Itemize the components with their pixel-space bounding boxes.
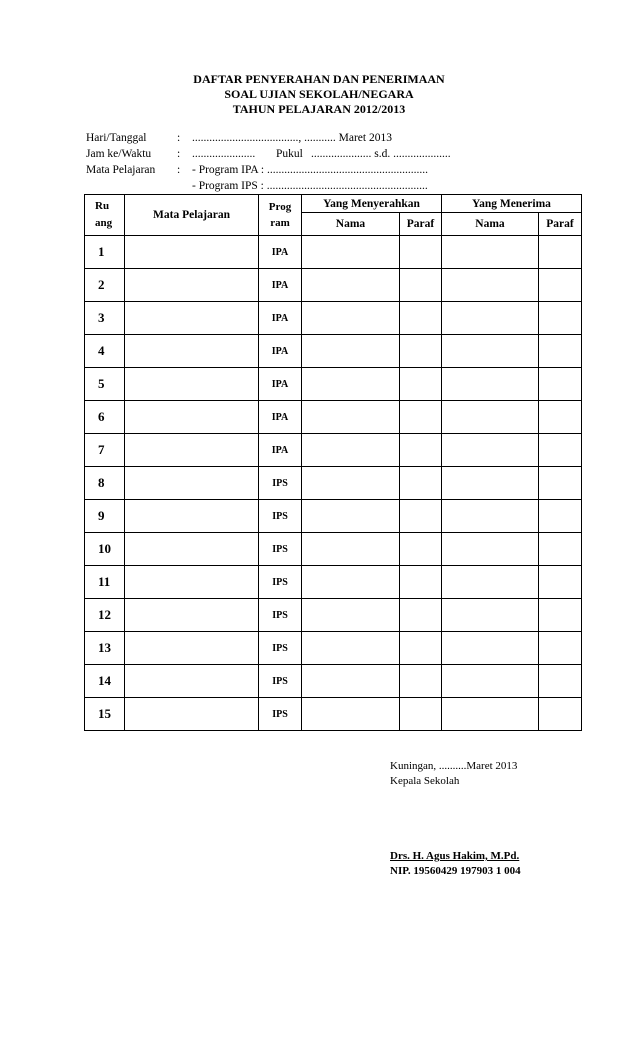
signature-nip: NIP. 19560429 197903 1 004 <box>390 865 521 877</box>
table-row <box>85 533 582 566</box>
nama-menerima-cell <box>442 236 539 269</box>
paraf-menerima-cell <box>539 434 582 467</box>
paraf-menerima-cell <box>539 533 582 566</box>
nama-menyerahkan-cell <box>302 269 400 302</box>
mata-pelajaran-cell <box>125 665 259 698</box>
paraf-menyerahkan-cell <box>400 698 442 731</box>
table-row <box>85 335 582 368</box>
nama-menerima-cell <box>442 599 539 632</box>
mata-pelajaran-cell <box>125 335 259 368</box>
subject-label: Mata Pelajaran <box>86 164 156 176</box>
ruang-number: 14 <box>85 665 125 698</box>
paraf-menerima-cell <box>539 665 582 698</box>
paraf-menerima-cell <box>539 236 582 269</box>
table-body <box>85 236 582 731</box>
mata-pelajaran-cell <box>125 566 259 599</box>
time-colon: : <box>177 148 181 160</box>
paraf-menerima-cell <box>539 500 582 533</box>
ruang-number: 8 <box>85 467 125 500</box>
program-ips-line: - Program IPS : ........................................................ <box>192 180 428 192</box>
paraf-menyerahkan-cell <box>400 665 442 698</box>
date-colon: : <box>177 132 181 144</box>
table-row <box>85 467 582 500</box>
paraf-menerima-cell <box>539 698 582 731</box>
paraf-menyerahkan-cell <box>400 500 442 533</box>
mata-pelajaran-cell <box>125 401 259 434</box>
nama-menyerahkan-cell <box>302 533 400 566</box>
table-row <box>85 698 582 731</box>
header-nama-menerima: Nama <box>442 213 539 236</box>
handover-table <box>84 194 582 731</box>
program-cell: IPS <box>259 500 302 533</box>
paraf-menerima-cell <box>539 467 582 500</box>
mata-pelajaran-cell <box>125 236 259 269</box>
nama-menerima-cell <box>442 698 539 731</box>
header-paraf-menyerahkan: Paraf <box>400 213 442 236</box>
paraf-menerima-cell <box>539 599 582 632</box>
paraf-menyerahkan-cell <box>400 335 442 368</box>
header-program-text: Prog ram <box>268 201 292 229</box>
program-cell: IPA <box>259 302 302 335</box>
nama-menyerahkan-cell <box>302 500 400 533</box>
nama-menyerahkan-cell <box>302 566 400 599</box>
ruang-number: 9 <box>85 500 125 533</box>
nama-menerima-cell <box>442 434 539 467</box>
ruang-number: 11 <box>85 566 125 599</box>
paraf-menyerahkan-cell <box>400 368 442 401</box>
paraf-menerima-cell <box>539 632 582 665</box>
header-ruang <box>85 195 125 236</box>
paraf-menerima-cell <box>539 368 582 401</box>
nama-menerima-cell <box>442 533 539 566</box>
program-cell: IPA <box>259 335 302 368</box>
program-cell: IPS <box>259 632 302 665</box>
nama-menerima-cell <box>442 335 539 368</box>
paraf-menyerahkan-cell <box>400 302 442 335</box>
mata-pelajaran-cell <box>125 269 259 302</box>
nama-menyerahkan-cell <box>302 698 400 731</box>
paraf-menerima-cell <box>539 566 582 599</box>
subject-colon: : <box>177 164 181 176</box>
program-cell: IPA <box>259 236 302 269</box>
nama-menerima-cell <box>442 269 539 302</box>
title-line-2: SOAL UJIAN SEKOLAH/NEGARA <box>224 87 414 101</box>
signature-position: Kepala Sekolah <box>390 775 460 787</box>
nama-menyerahkan-cell <box>302 665 400 698</box>
ruang-number: 15 <box>85 698 125 731</box>
nama-menerima-cell <box>442 302 539 335</box>
mata-pelajaran-cell <box>125 368 259 401</box>
nama-menerima-cell <box>442 566 539 599</box>
program-cell: IPA <box>259 368 302 401</box>
table-row <box>85 269 582 302</box>
paraf-menyerahkan-cell <box>400 632 442 665</box>
time-value: ...................... <box>192 148 256 160</box>
program-cell: IPA <box>259 401 302 434</box>
program-cell: IPS <box>259 698 302 731</box>
signature-header <box>390 759 517 789</box>
table-row <box>85 368 582 401</box>
pukul-label: Pukul <box>276 148 303 160</box>
table-row <box>85 632 582 665</box>
ruang-number: 7 <box>85 434 125 467</box>
header-program <box>259 195 302 236</box>
header-paraf-menerima: Paraf <box>539 213 582 236</box>
nama-menyerahkan-cell <box>302 302 400 335</box>
ruang-number: 10 <box>85 533 125 566</box>
paraf-menyerahkan-cell <box>400 467 442 500</box>
mata-pelajaran-cell <box>125 302 259 335</box>
paraf-menyerahkan-cell <box>400 566 442 599</box>
header-yang-menyerahkan: Yang Menyerahkan <box>302 195 442 213</box>
program-cell: IPS <box>259 467 302 500</box>
table-row <box>85 566 582 599</box>
nama-menerima-cell <box>442 368 539 401</box>
ruang-number: 2 <box>85 269 125 302</box>
table-row <box>85 500 582 533</box>
paraf-menyerahkan-cell <box>400 401 442 434</box>
ruang-number: 3 <box>85 302 125 335</box>
mata-pelajaran-cell <box>125 467 259 500</box>
ruang-number: 4 <box>85 335 125 368</box>
table-row <box>85 599 582 632</box>
table-row <box>85 665 582 698</box>
mata-pelajaran-cell <box>125 698 259 731</box>
paraf-menyerahkan-cell <box>400 533 442 566</box>
signature-footer <box>390 849 521 879</box>
time-label: Jam ke/Waktu <box>86 148 152 160</box>
nama-menyerahkan-cell <box>302 434 400 467</box>
nama-menyerahkan-cell <box>302 467 400 500</box>
table-row <box>85 302 582 335</box>
signature-place-date: Kuningan, ..........Maret 2013 <box>390 760 518 772</box>
table-row <box>85 236 582 269</box>
header-yang-menerima: Yang Menerima <box>442 195 582 213</box>
nama-menerima-cell <box>442 467 539 500</box>
mata-pelajaran-cell <box>125 434 259 467</box>
mata-pelajaran-cell <box>125 533 259 566</box>
nama-menyerahkan-cell <box>302 335 400 368</box>
ruang-number: 13 <box>85 632 125 665</box>
nama-menerima-cell <box>442 401 539 434</box>
header-mata-pelajaran: Mata Pelajaran <box>125 195 259 236</box>
program-cell: IPS <box>259 599 302 632</box>
pukul-value: ..................... s.d. .................... <box>311 148 451 160</box>
nama-menyerahkan-cell <box>302 599 400 632</box>
ruang-number: 1 <box>85 236 125 269</box>
nama-menerima-cell <box>442 500 539 533</box>
paraf-menyerahkan-cell <box>400 434 442 467</box>
paraf-menyerahkan-cell <box>400 599 442 632</box>
title-line-1: DAFTAR PENYERAHAN DAN PENERIMAAN <box>193 72 445 86</box>
nama-menyerahkan-cell <box>302 632 400 665</box>
program-cell: IPS <box>259 566 302 599</box>
signature-name: Drs. H. Agus Hakim, M.Pd. <box>390 850 520 862</box>
header-nama-menyerahkan: Nama <box>302 213 400 236</box>
paraf-menerima-cell <box>539 401 582 434</box>
date-value: ....................................., ........... Maret 2013 <box>192 132 392 144</box>
nama-menyerahkan-cell <box>302 236 400 269</box>
program-ipa-line: - Program IPA : ........................................................ <box>192 164 428 176</box>
nama-menerima-cell <box>442 665 539 698</box>
paraf-menerima-cell <box>539 302 582 335</box>
mata-pelajaran-cell <box>125 599 259 632</box>
program-cell: IPS <box>259 533 302 566</box>
table-row <box>85 401 582 434</box>
document-title <box>0 72 638 117</box>
program-cell: IPA <box>259 434 302 467</box>
paraf-menyerahkan-cell <box>400 236 442 269</box>
title-line-3: TAHUN PELAJARAN 2012/2013 <box>232 102 406 116</box>
header-ruang-text: Ru ang <box>95 200 113 229</box>
date-label: Hari/Tanggal <box>86 132 147 144</box>
nama-menyerahkan-cell <box>302 401 400 434</box>
ruang-number: 5 <box>85 368 125 401</box>
ruang-number: 6 <box>85 401 125 434</box>
mata-pelajaran-cell <box>125 632 259 665</box>
ruang-number: 12 <box>85 599 125 632</box>
program-cell: IPA <box>259 269 302 302</box>
paraf-menyerahkan-cell <box>400 269 442 302</box>
paraf-menerima-cell <box>539 335 582 368</box>
program-cell: IPS <box>259 665 302 698</box>
mata-pelajaran-cell <box>125 500 259 533</box>
nama-menyerahkan-cell <box>302 368 400 401</box>
paraf-menerima-cell <box>539 269 582 302</box>
nama-menerima-cell <box>442 632 539 665</box>
table-row <box>85 434 582 467</box>
